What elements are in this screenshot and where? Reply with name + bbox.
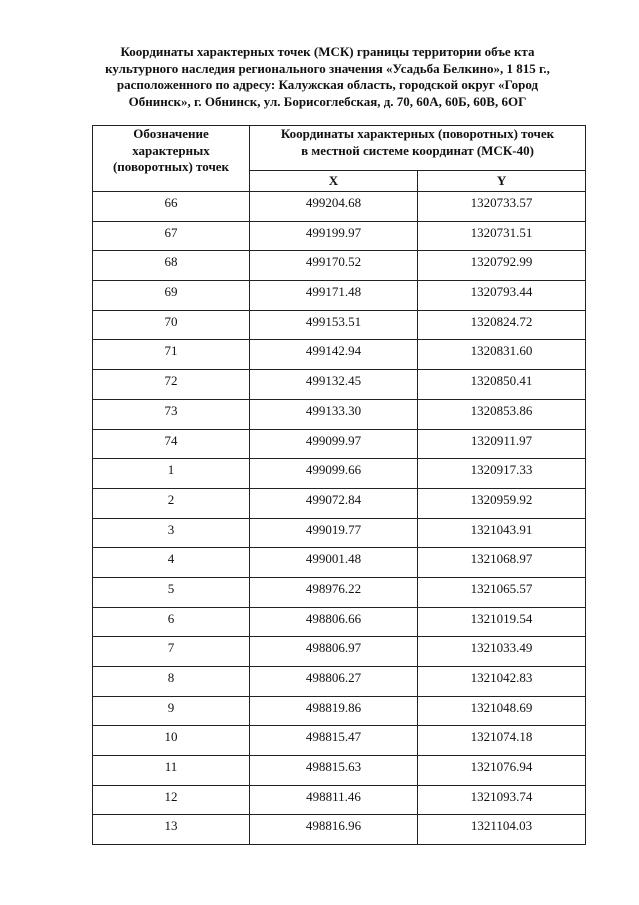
y-column-header: Y [418, 171, 586, 192]
y-coordinate-cell: 1321093.74 [418, 785, 586, 815]
point-cell: 2 [93, 488, 250, 518]
table-row [93, 518, 586, 548]
coords-header-line: в местной системе координат (МСК-40) [301, 142, 534, 158]
y-coordinate-cell: 1321104.03 [418, 815, 586, 845]
table-row [93, 192, 586, 222]
point-cell: 10 [93, 726, 250, 756]
y-coordinate-cell: 1320731.51 [418, 221, 586, 251]
y-coordinate-cell: 1321068.97 [418, 548, 586, 578]
coords-header-line: Координаты характерных (поворотных) точек [280, 126, 555, 141]
point-cell: 69 [93, 281, 250, 311]
title-line: Координаты характерных точек (МСК) границы территории объе кта [120, 44, 535, 59]
coords-column-header [250, 126, 586, 171]
point-cell: 1 [93, 459, 250, 489]
point-cell: 9 [93, 696, 250, 726]
table-row [93, 548, 586, 578]
coordinates-table [92, 125, 586, 845]
table-row [93, 251, 586, 281]
point-cell: 66 [93, 192, 250, 222]
x-coordinate-cell: 498811.46 [250, 785, 418, 815]
x-coordinate-cell: 499001.48 [250, 548, 418, 578]
x-coordinate-cell: 499204.68 [250, 192, 418, 222]
y-coordinate-cell: 1321074.18 [418, 726, 586, 756]
point-cell: 13 [93, 815, 250, 845]
y-coordinate-cell: 1320793.44 [418, 281, 586, 311]
x-coordinate-cell: 498806.66 [250, 607, 418, 637]
table-row [93, 785, 586, 815]
table-header-row [93, 126, 586, 171]
x-coordinate-cell: 498806.27 [250, 667, 418, 697]
point-header-line: Обозначение [133, 126, 209, 141]
point-header-line: (поворотных) точек [112, 159, 230, 174]
table-row [93, 221, 586, 251]
y-coordinate-cell: 1321076.94 [418, 756, 586, 786]
table-row [93, 399, 586, 429]
table-row [93, 667, 586, 697]
point-cell: 7 [93, 637, 250, 667]
x-coordinate-cell: 499132.45 [250, 370, 418, 400]
x-coordinate-cell: 499170.52 [250, 251, 418, 281]
y-coordinate-cell: 1321019.54 [418, 607, 586, 637]
x-coordinate-cell: 499142.94 [250, 340, 418, 370]
y-coordinate-cell: 1321043.91 [418, 518, 586, 548]
point-cell: 72 [93, 370, 250, 400]
title-line: Обнинск», г. Обнинск, ул. Борисоглебская, д. 70, 60А, 60Б, 60В, 6ОГ [128, 93, 527, 109]
table-row [93, 815, 586, 845]
x-coordinate-cell: 498806.97 [250, 637, 418, 667]
x-coordinate-cell: 499099.66 [250, 459, 418, 489]
y-coordinate-cell: 1320831.60 [418, 340, 586, 370]
table-row [93, 310, 586, 340]
y-coordinate-cell: 1321048.69 [418, 696, 586, 726]
y-coordinate-cell: 1320917.33 [418, 459, 586, 489]
point-cell: 67 [93, 221, 250, 251]
table-row [93, 488, 586, 518]
y-coordinate-cell: 1320911.97 [418, 429, 586, 459]
point-cell: 4 [93, 548, 250, 578]
title-line: расположенного по адресу: Калужская область, городской округ «Город [116, 77, 539, 92]
table-row [93, 370, 586, 400]
y-coordinate-cell: 1320733.57 [418, 192, 586, 222]
y-coordinate-cell: 1320853.86 [418, 399, 586, 429]
x-column-header: X [250, 171, 418, 192]
point-cell: 73 [93, 399, 250, 429]
y-coordinate-cell: 1320824.72 [418, 310, 586, 340]
x-coordinate-cell: 499019.77 [250, 518, 418, 548]
point-cell: 6 [93, 607, 250, 637]
title-line: культурного наследия регионального значения «Усадьба Белкино», 1 815 г., [105, 60, 550, 76]
x-coordinate-cell: 498815.63 [250, 756, 418, 786]
point-cell: 74 [93, 429, 250, 459]
point-cell: 11 [93, 756, 250, 786]
y-coordinate-cell: 1320959.92 [418, 488, 586, 518]
x-coordinate-cell: 498819.86 [250, 696, 418, 726]
point-cell: 12 [93, 785, 250, 815]
table-row [93, 637, 586, 667]
y-coordinate-cell: 1320850.41 [418, 370, 586, 400]
point-cell: 68 [93, 251, 250, 281]
y-coordinate-cell: 1321042.83 [418, 667, 586, 697]
x-coordinate-cell: 499099.97 [250, 429, 418, 459]
x-coordinate-cell: 499133.30 [250, 399, 418, 429]
table-row [93, 459, 586, 489]
x-coordinate-cell: 498816.96 [250, 815, 418, 845]
table-row [93, 429, 586, 459]
table-row [93, 577, 586, 607]
point-cell: 70 [93, 310, 250, 340]
y-coordinate-cell: 1320792.99 [418, 251, 586, 281]
y-coordinate-cell: 1321033.49 [418, 637, 586, 667]
x-coordinate-cell: 498815.47 [250, 726, 418, 756]
point-cell: 71 [93, 340, 250, 370]
point-cell: 3 [93, 518, 250, 548]
table-row [93, 607, 586, 637]
x-coordinate-cell: 498976.22 [250, 577, 418, 607]
point-cell: 8 [93, 667, 250, 697]
point-column-header [93, 126, 250, 192]
y-coordinate-cell: 1321065.57 [418, 577, 586, 607]
point-header-line: характерных [132, 142, 210, 158]
table-row [93, 726, 586, 756]
table-row [93, 696, 586, 726]
table-body [93, 192, 586, 845]
table-row [93, 281, 586, 311]
x-coordinate-cell: 499072.84 [250, 488, 418, 518]
x-coordinate-cell: 499199.97 [250, 221, 418, 251]
x-coordinate-cell: 499153.51 [250, 310, 418, 340]
point-cell: 5 [93, 577, 250, 607]
x-coordinate-cell: 499171.48 [250, 281, 418, 311]
document-title [80, 44, 575, 110]
table-row [93, 756, 586, 786]
table-row [93, 340, 586, 370]
